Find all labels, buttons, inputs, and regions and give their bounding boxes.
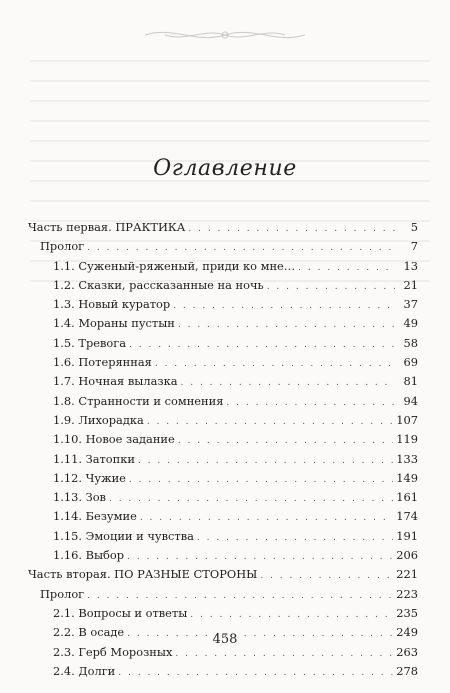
- dot-leader: [129, 336, 395, 355]
- toc-entry-page: 191: [396, 528, 418, 543]
- dot-leader: [226, 394, 395, 413]
- toc-entry-title: Часть первая. ПРАКТИКА: [28, 220, 186, 234]
- toc-entry-title: 1.6. Потерянная: [53, 355, 152, 370]
- toc-entry-title: 1.7. Ночная вылазка: [53, 374, 178, 389]
- toc-entry-page: 161: [396, 490, 418, 505]
- toc-entry-page: 37: [403, 297, 418, 312]
- toc-entry-page: 5: [410, 220, 418, 234]
- toc-entry: [28, 662, 418, 681]
- toc-entry-page: 13: [403, 258, 418, 273]
- toc-part-entry: [28, 218, 418, 237]
- toc-entry-title: Часть вторая. ПО РАЗНЫЕ СТОРОНЫ: [28, 567, 258, 582]
- toc-entry-page: 221: [396, 567, 418, 582]
- toc-entry: [28, 276, 418, 295]
- toc-entry: [28, 372, 418, 391]
- toc-entry-page: 263: [396, 644, 418, 659]
- toc-entry: [28, 334, 418, 353]
- dot-leader: [109, 490, 393, 509]
- toc-entry-title: 1.8. Странности и сомнения: [53, 393, 224, 408]
- table-of-contents: [28, 218, 418, 681]
- toc-heading: Оглавление: [153, 156, 297, 181]
- toc-entry-page: 58: [403, 335, 418, 350]
- dot-leader: [129, 471, 393, 490]
- dot-leader: [298, 259, 395, 278]
- dot-leader: [138, 452, 393, 471]
- dot-leader: [155, 355, 395, 374]
- toc-entry-page: 278: [396, 663, 418, 678]
- dot-leader: [190, 606, 393, 625]
- toc-entry: [28, 295, 418, 314]
- toc-entry: [28, 237, 418, 256]
- toc-entry-page: 119: [396, 432, 418, 447]
- dot-leader: [178, 316, 395, 335]
- dot-leader: [147, 413, 394, 432]
- toc-entry-title: 1.3. Новый куратор: [53, 297, 171, 312]
- toc-entry-page: 249: [396, 625, 418, 640]
- toc-entry: [28, 469, 418, 488]
- toc-entry-title: 1.1. Суженый-ряженый, приди ко мне…: [53, 258, 296, 273]
- toc-entry-page: 7: [410, 239, 418, 254]
- toc-entry-title: 1.5. Тревога: [53, 335, 127, 350]
- toc-entry-title: 1.11. Затопки: [53, 451, 135, 466]
- toc-entry-title: 2.4. Долги: [53, 663, 116, 678]
- toc-entry: [28, 546, 418, 565]
- toc-entry-title: Пролог: [40, 586, 85, 601]
- toc-entry-title: 1.9. Лихорадка: [53, 412, 144, 427]
- toc-entry-title: 1.2. Сказки, рассказанные на ночь: [53, 277, 264, 292]
- toc-entry: [28, 507, 418, 526]
- toc-entry-title: 1.14. Безумие: [53, 509, 137, 524]
- toc-entry-page: 133: [396, 451, 418, 466]
- toc-entry-page: 81: [403, 374, 418, 389]
- dot-leader: [178, 432, 393, 451]
- toc-entry-title: 2.2. В осаде: [53, 625, 125, 640]
- toc-entry-title: Пролог: [40, 239, 85, 254]
- toc-entry: [28, 392, 418, 411]
- toc-entry-page: 223: [396, 586, 418, 601]
- dot-leader: [197, 529, 393, 548]
- toc-entry-title: 1.13. Зов: [53, 490, 106, 505]
- toc-entry-title: 1.4. Мораны пустын: [53, 316, 175, 331]
- dot-leader: [118, 664, 393, 683]
- dot-leader: [260, 567, 393, 586]
- toc-entry: [28, 488, 418, 507]
- toc-entry-page: 49: [403, 316, 418, 331]
- toc-entry: [28, 527, 418, 546]
- dot-leader: [175, 645, 393, 664]
- page-number: 458: [212, 632, 238, 647]
- toc-entry: [28, 353, 418, 372]
- toc-entry: [28, 257, 418, 276]
- toc-entry: [28, 604, 418, 623]
- toc-entry-title: 1.10. Новое задание: [53, 432, 175, 447]
- toc-entry-page: 206: [396, 548, 418, 563]
- toc-entry-page: 107: [396, 412, 418, 427]
- toc-entry-page: 21: [403, 277, 418, 292]
- toc-part-entry: [28, 565, 418, 584]
- toc-entry-page: 94: [403, 393, 418, 408]
- toc-entry-title: 1.15. Эмоции и чувства: [53, 528, 194, 543]
- toc-entry: [28, 314, 418, 333]
- toc-entry-title: 2.3. Герб Морозных: [53, 644, 173, 659]
- toc-entry: [28, 430, 418, 449]
- toc-entry-title: 1.16. Выбор: [53, 548, 125, 563]
- dot-leader: [188, 220, 395, 239]
- toc-entry-page: 174: [396, 509, 418, 524]
- toc-entry-page: 149: [396, 470, 418, 485]
- toc-entry: [28, 450, 418, 469]
- toc-entry-title: 1.12. Чужие: [53, 470, 126, 485]
- toc-entry-page: 235: [396, 605, 418, 620]
- dot-leader: [267, 278, 395, 297]
- toc-entry-title: 2.1. Вопросы и ответы: [53, 605, 188, 620]
- toc-entry: [28, 411, 418, 430]
- toc-entry: [28, 585, 418, 604]
- dot-leader: [173, 297, 395, 316]
- toc-entry-page: 69: [403, 355, 418, 370]
- decorative-ornament-icon: [135, 22, 315, 48]
